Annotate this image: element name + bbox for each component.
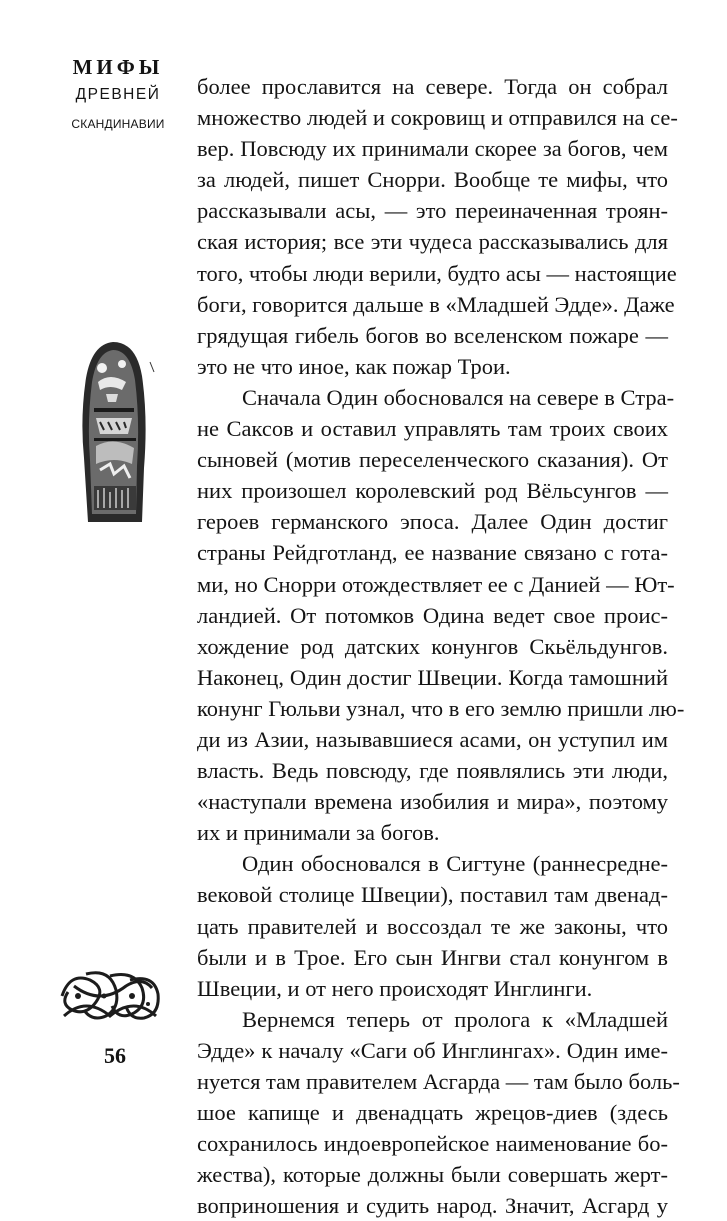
- text-line: власть. Ведь повсюду, где появлялись эти люди,: [197, 758, 668, 784]
- text-line: были и в Трое. Его сын Ингви стал конунгом в: [197, 944, 668, 970]
- text-line: ми, но Снорри отождествляет ее с Данией — Ют-: [197, 571, 675, 597]
- text-line: нуется там правителем Асгарда — там было боль-: [197, 1069, 680, 1094]
- body-text: [197, 71, 685, 1221]
- text-line: ди из Азии, называвшиеся асами, он уступил им: [197, 726, 668, 752]
- text-line: более прославится на севере. Тогда он собрал: [197, 74, 668, 99]
- text-line: рассказывали асы, — это переиначенная троян-: [197, 198, 668, 224]
- text-line: ская история; все эти чудеса рассказывались для: [197, 229, 668, 255]
- text-line: Сначала Один обосновался на севере в Стра-: [242, 384, 675, 410]
- text-line: Швеции, и от него происходят Инглинги.: [197, 975, 593, 1001]
- text-line: страны Рейдготланд, ее название связано с гота-: [197, 540, 668, 566]
- text-line: Один обосновался в Сигтуне (раннесредне-: [242, 851, 668, 877]
- text-line: грядущая гибель богов во вселенском пожаре —: [197, 322, 668, 348]
- text-line: них произошел королевский род Вёльсунгов —: [197, 478, 668, 504]
- series-title-line1: МИФЫ: [72, 55, 164, 79]
- knotwork-ornament: [56, 966, 164, 1024]
- text-line: воприношения и судить народ. Значит, Асгард у: [197, 1193, 668, 1219]
- text-line: конунг Гюльви узнал, что в его землю пришли лю-: [197, 695, 685, 721]
- text-line: сыновей (мотив переселенческого сказания). От: [197, 447, 668, 473]
- text-line: боги, говорится дальше в «Младшей Эдде». Даже: [197, 291, 675, 317]
- text-line: не Саксов и оставил управлять там троих своих: [197, 416, 668, 442]
- text-line: жества), которые должны были совершать жерт-: [197, 1162, 668, 1188]
- paragraph: [197, 848, 668, 1003]
- series-title-line3: СКАНДИНАВИИ: [71, 117, 165, 131]
- text-line: вековой столице Швеции), поставил там двенад-: [197, 882, 668, 908]
- text-line: Наконец, Один достиг Швеции. Когда тамошний: [197, 664, 668, 690]
- text-line: ландией. От потомков Одина ведет свое проис-: [197, 602, 668, 628]
- paragraph: [197, 382, 685, 848]
- text-line: цать правителей и воссоздал те же законы, что: [197, 913, 668, 939]
- text-line: Эдде» к началу «Саги об Инглингах». Один име-: [197, 1037, 668, 1063]
- text-line: Вернемся теперь от пролога к «Младшей: [242, 1006, 668, 1032]
- text-line: шое капище и двенадцать жрецов-диев (здесь: [197, 1100, 668, 1126]
- page-number: 56: [104, 1043, 126, 1068]
- text-line: хождение род датских конунгов Скьёльдунгов.: [197, 633, 668, 659]
- text-line: того, чтобы люди верили, будто асы — настоящие: [197, 260, 677, 286]
- text-line: сохранилось индоевропейское наименование бо-: [197, 1131, 668, 1157]
- text-line: «наступали времена изобилия и мира», поэтому: [197, 789, 668, 815]
- paragraph: [197, 71, 678, 382]
- text-line: множество людей и сокровищ и отправился на се-: [197, 105, 678, 131]
- text-line: героев германского эпоса. Далее Один достиг: [197, 509, 668, 535]
- text-line: за людей, пишет Снорри. Вообще те мифы, что: [197, 167, 668, 193]
- text-line: это не что иное, как пожар Трои.: [197, 353, 511, 379]
- text-line: вер. Повсюду их принимали скорее за богов, чем: [197, 136, 668, 162]
- runestone-illustration: [70, 338, 156, 524]
- text-line: их и принимали за богов.: [197, 820, 440, 846]
- series-title-line2: ДРЕВНЕЙ: [75, 86, 161, 103]
- paragraph: [197, 1004, 680, 1221]
